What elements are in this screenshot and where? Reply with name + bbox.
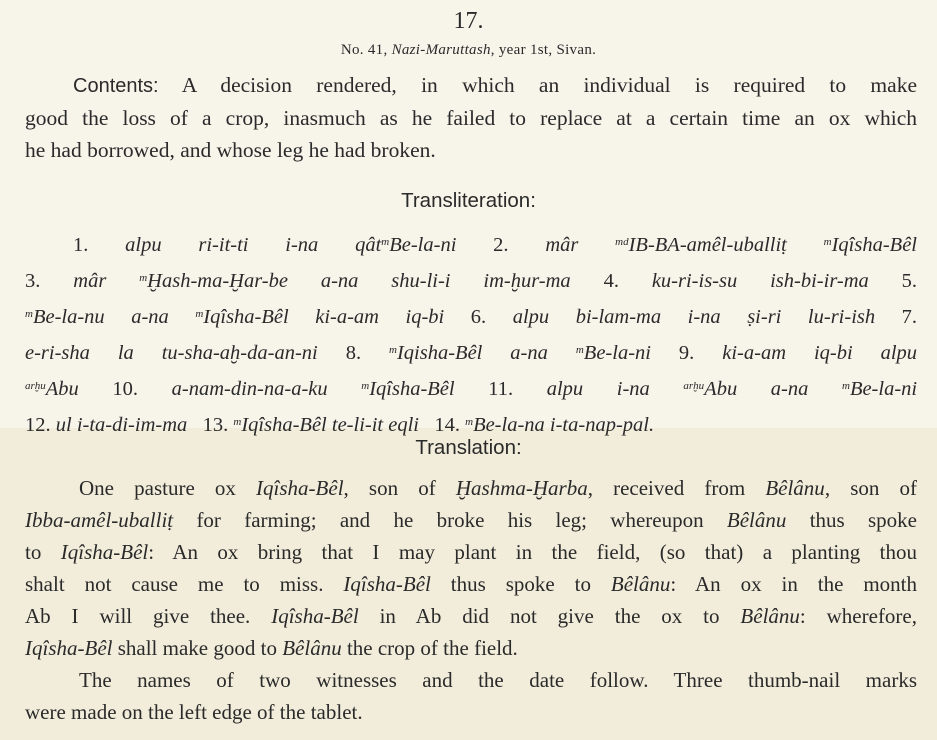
translit-segment: Iqîsha-Bêl [369, 378, 455, 400]
translation-segment: in Ab did not give the ox to [358, 604, 741, 628]
translit-segment: Be-la-ni [583, 342, 651, 364]
determinative: m [389, 344, 397, 356]
translit-segment: Be-la-nu a-na [32, 306, 169, 328]
translation-segment: , received from [587, 476, 766, 500]
line-number: 10. [112, 378, 139, 400]
translation-row-5 [25, 600, 917, 632]
translit-row-4 [25, 334, 917, 370]
line-number: 8. [345, 342, 362, 364]
line-number: 7. [901, 306, 918, 328]
translit-segment: mâr [545, 234, 579, 256]
translation-segment: shalt not cause me to miss. [25, 572, 344, 596]
translation-row-6 [25, 632, 917, 664]
transliteration-heading: Transliteration: [401, 189, 536, 212]
translation-segment: for farming; and he broke his leg; whereupon [173, 508, 727, 532]
translit-row-2 [25, 262, 917, 298]
determinative: arḫu [683, 380, 705, 392]
translation-row-4 [25, 568, 917, 600]
translation-segment: to [25, 540, 61, 564]
translation-segment: : An ox in the month [670, 572, 917, 596]
contents-text-1: A decision rendered, in which an individual is required to make [181, 73, 917, 97]
determinative: md [615, 236, 629, 248]
translation-row-3 [25, 536, 917, 568]
translation-heading: Translation: [415, 436, 522, 459]
translit-segment: ul i-ta-di-im-ma [55, 414, 188, 436]
translit-segment: mâr [73, 270, 107, 292]
translit-row-1 [25, 226, 917, 262]
name-italic: Iqîsha-Bêl [60, 540, 149, 564]
translation-segment: , son of [824, 476, 918, 500]
contents-line-3: he had borrowed, and whose leg he had broken. [25, 138, 436, 162]
translit-segment: Be-la-ni [389, 234, 457, 256]
source-name: Nazi-Maruttash [391, 42, 491, 58]
page-number: 17. [453, 8, 484, 34]
determinative: m [381, 236, 390, 248]
line-number: 2. [493, 234, 509, 256]
translit-segment: Iqîsha-Bêl te-li-it eqli [241, 414, 419, 436]
translation-text [25, 472, 917, 728]
determinative: m [233, 416, 242, 428]
contents-label: Contents: [73, 75, 159, 97]
line-number: 12. [25, 414, 51, 436]
translation-row-2 [25, 504, 917, 536]
determinative: m [139, 272, 148, 284]
name-italic: Bêlânu [610, 572, 671, 596]
contents-line-1 [25, 69, 917, 102]
translit-segment: Ḫash-ma-Ḫar-be a-na shu-li-i im-ḫur-ma [147, 270, 571, 292]
translation-segment: shall make good to [112, 636, 283, 660]
translit-segment: Iqisha-Bêl a-na [396, 342, 548, 364]
line-number: 14. [434, 414, 460, 436]
translit-segment: Be-la-na i-ta-nap-pal. [473, 414, 655, 436]
translit-segment: e-ri-sha la tu-sha-aḫ-da-an-ni [25, 342, 318, 364]
line-number: 9. [678, 342, 695, 364]
line-number: 5. [901, 270, 918, 292]
translation-segment: , son of [343, 476, 456, 500]
determinative: m [361, 380, 370, 392]
contents-line-2: good the loss of a crop, inasmuch as he failed to replace at a certain time an ox which [25, 106, 917, 130]
name-italic: Iqîsha-Bêl [343, 572, 431, 596]
translation-segment: : An ox bring that I may plant in the field, (so that) a planting thou [148, 540, 917, 564]
name-italic: Bêlânu [765, 476, 825, 500]
translit-segment: alpu ri-it-ti i-na qât [125, 234, 382, 256]
contents-paragraph [25, 69, 917, 166]
translit-row-3 [25, 298, 917, 334]
name-italic: Bêlânu [726, 508, 787, 532]
line-number: 6. [470, 306, 487, 328]
determinative: m [823, 236, 832, 248]
source-line [0, 42, 937, 59]
translation-segment: : wherefore, [799, 604, 917, 628]
determinative: arḫu [25, 380, 46, 392]
translation-footer-2: were made on the left edge of the tablet. [25, 700, 363, 724]
name-italic: Ḫashma-Ḫarba [455, 476, 588, 500]
name-italic: Bêlânu [740, 604, 800, 628]
line-number: 13. [202, 414, 229, 436]
determinative: m [25, 308, 33, 320]
name-italic: Ibba-amêl-uballiṭ [25, 508, 174, 532]
transliteration-text [25, 226, 917, 442]
translit-segment: Be-la-ni [849, 378, 918, 400]
translit-segment: ku-ri-is-su ish-bi-ir-ma [651, 270, 869, 292]
translation-segment: the crop of the field. [341, 636, 518, 660]
translit-segment: alpu bi-lam-ma i-na ṣi-ri lu-ri-ish [512, 306, 876, 328]
determinative: m [575, 344, 584, 356]
name-italic: Iqîsha-Bêl [256, 476, 344, 500]
source-suffix: , year 1st, Sivan. [490, 42, 597, 58]
translit-segment: Abu a-na [704, 378, 809, 400]
line-number: 4. [603, 270, 619, 292]
translit-segment: ki-a-am iq-bi alpu [722, 342, 918, 364]
determinative: m [841, 380, 850, 392]
translit-segment: alpu i-na [546, 378, 650, 400]
translation-row-1 [25, 472, 917, 504]
translit-segment: IB-BA-amêl-uballiṭ [628, 234, 787, 256]
line-number: 1. [73, 234, 89, 256]
translation-segment: thus spoke to [430, 572, 611, 596]
translit-segment: Iqîsha-Bêl [831, 234, 918, 256]
line-number: 3. [25, 270, 41, 292]
translit-row-5 [25, 370, 917, 406]
determinative: m [465, 416, 474, 428]
name-italic: Bêlânu [282, 636, 342, 660]
name-italic: Iqîsha-Bêl [271, 604, 359, 628]
determinative: m [195, 308, 204, 320]
translit-segment: Abu [45, 378, 79, 400]
translit-segment: Iqîsha-Bêl ki-a-am iq-bi [203, 306, 445, 328]
name-italic: Iqîsha-Bêl [25, 636, 113, 660]
translation-segment: thus spoke [786, 508, 917, 532]
translation-segment: Ab I will give thee. [25, 604, 272, 628]
translation-footer-1: The names of two witnesses and the date follow. Three thumb-nail marks [79, 668, 917, 692]
translit-segment: a-nam-din-na-a-ku [171, 378, 328, 400]
translation-segment: One pasture ox [79, 476, 257, 500]
line-number: 11. [488, 378, 514, 400]
source-prefix: No. 41, [340, 42, 392, 58]
